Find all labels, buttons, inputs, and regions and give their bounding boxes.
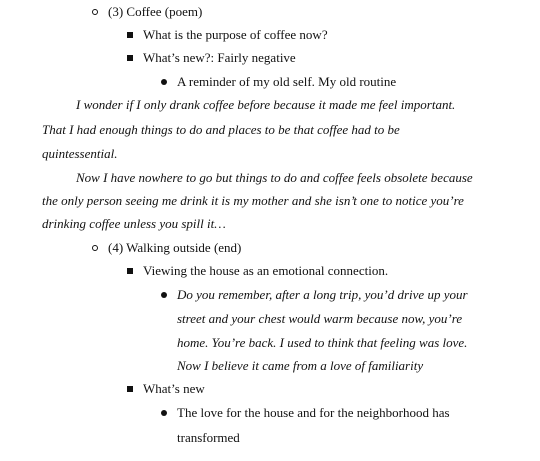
outline-heading-walking: (4) Walking outside (end) bbox=[108, 240, 242, 255]
outline-item-house: Viewing the house as an emotional connection. bbox=[143, 263, 389, 278]
outline-item-whats-new: What’s new?: Fairly negative bbox=[143, 50, 296, 65]
poem-paragraph-1-line-2: That I had enough things to do and places to be that coffee had to be bbox=[42, 122, 400, 137]
poem-quote-line-3: home. You’re back. I used to think that feeling was love. bbox=[177, 335, 468, 350]
poem-quote-line-1: Do you remember, after a long trip, you’d drive up your bbox=[177, 287, 468, 302]
poem-paragraph-1-line-3: quintessential. bbox=[42, 146, 118, 161]
poem-quote-line-2: street and your chest would warm because now, you’re bbox=[177, 311, 463, 326]
round-bullet-icon bbox=[161, 79, 167, 85]
poem-quote-line-4: Now I believe it came from a love of familiarity bbox=[177, 358, 424, 373]
poem-paragraph-2-line-3: drinking coffee unless you spill it… bbox=[42, 216, 226, 231]
hollow-circle-bullet-icon bbox=[92, 245, 98, 251]
outline-item-love-line-1: The love for the house and for the neighborhood has bbox=[177, 405, 450, 420]
outline-item-purpose: What is the purpose of coffee now? bbox=[143, 27, 328, 42]
poem-paragraph-2-line-2: the only person seeing me drink it is my mother and she isn’t one to notice you’re bbox=[42, 193, 464, 208]
hollow-circle-bullet-icon bbox=[92, 9, 98, 15]
round-bullet-icon bbox=[161, 410, 167, 416]
outline-item-whats-new-2: What’s new bbox=[143, 381, 205, 396]
outline-item-reminder: A reminder of my old self. My old routine bbox=[177, 74, 397, 89]
outline-item-love-line-2: transformed bbox=[177, 430, 240, 445]
poem-paragraph-1-line-1: I wonder if I only drank coffee before because it made me feel important. bbox=[76, 97, 456, 112]
square-bullet-icon bbox=[127, 386, 133, 392]
outline-heading-coffee: (3) Coffee (poem) bbox=[108, 4, 203, 19]
round-bullet-icon bbox=[161, 292, 167, 298]
square-bullet-icon bbox=[127, 55, 133, 61]
square-bullet-icon bbox=[127, 32, 133, 38]
square-bullet-icon bbox=[127, 268, 133, 274]
poem-paragraph-2-line-1: Now I have nowhere to go but things to do and coffee feels obsolete because bbox=[76, 170, 473, 185]
